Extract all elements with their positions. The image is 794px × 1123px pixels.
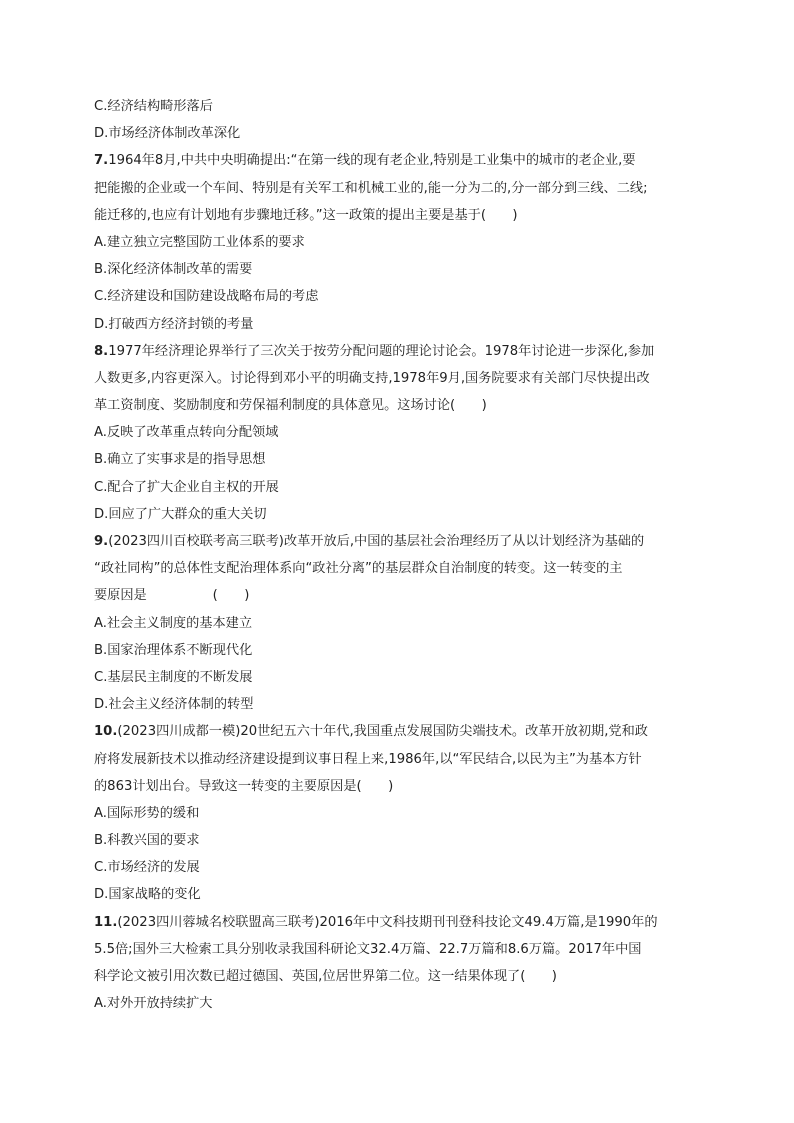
text-line bbox=[94, 800, 702, 827]
line-text: “政社同构”的总体性支配治理体系向“政社分离”的基层群众自治制度的转变。这一转变的主 bbox=[94, 561, 623, 577]
line-text: (2023四川蓉城名校联盟高三联考)2016年中文科技期刊刊登科技论文49.4万篇,是1990年的 bbox=[117, 914, 658, 930]
line-text: C.经济结构畸形落后 bbox=[94, 99, 213, 114]
text-line bbox=[94, 175, 702, 202]
text-line bbox=[94, 419, 702, 446]
line-text: 革工资制度、奖励制度和劳保福利制度的具体意见。这场讨论( ) bbox=[94, 398, 487, 414]
question-stem-line bbox=[94, 909, 702, 936]
question-stem-line bbox=[94, 338, 702, 365]
question-number: 9. bbox=[94, 534, 109, 549]
line-text: A.国际形势的缓和 bbox=[94, 805, 200, 821]
text-line bbox=[94, 311, 702, 338]
line-text: A.社会主义制度的基本建立 bbox=[94, 615, 253, 631]
text-line bbox=[94, 990, 702, 1017]
line-text: 科学论文被引用次数已超过德国、英国,位居世界第二位。这一结果体现了( ) bbox=[94, 969, 557, 984]
question-stem-line bbox=[94, 528, 702, 555]
line-text: A.对外开放持续扩大 bbox=[94, 996, 213, 1012]
text-line bbox=[94, 555, 702, 582]
line-text: 1964年8月,中共中央明确提出:“在第一线的现有老企业,特别是工业集中的城市的老企业,要 bbox=[108, 153, 636, 169]
line-text: 人数更多,内容更深入。讨论得到邓小平的明确支持,1978年9月,国务院要求有关部门尽快提出改 bbox=[94, 370, 650, 386]
text-line bbox=[94, 474, 702, 501]
text-line bbox=[94, 746, 702, 773]
line-text: D.市场经济体制改革深化 bbox=[94, 126, 241, 142]
question-number: 11. bbox=[94, 914, 118, 930]
line-text: D.打破西方经济封锁的考量 bbox=[94, 316, 254, 332]
line-text: C.市场经济的发展 bbox=[94, 860, 200, 876]
text-line bbox=[94, 392, 702, 419]
line-text: D.国家战略的变化 bbox=[94, 887, 201, 903]
line-text: 把能搬的企业或一个车间、特别是有关军工和机械工业的,能一分为二的,分一部分到三线、二线; bbox=[94, 180, 648, 196]
question-number: 7. bbox=[94, 153, 109, 169]
text-line bbox=[94, 773, 702, 800]
line-text: 5.5倍;国外三大检索工具分别收录我国科研论文32.4万篇、22.7万篇和8.6万篇。2017年中国 bbox=[94, 941, 642, 957]
line-text: D.回应了广大群众的重大关切 bbox=[94, 506, 267, 522]
line-text: (2023四川百校联考高三联考)改革开放后,中国的基层社会治理经历了从以计划经济为基础的 bbox=[108, 534, 645, 549]
line-text: 的863计划出台。导致这一转变的主要原因是( ) bbox=[94, 778, 394, 794]
question-stem-line bbox=[94, 147, 702, 174]
text-line bbox=[94, 936, 702, 963]
text-line bbox=[94, 120, 702, 147]
text-line bbox=[94, 691, 702, 718]
text-line bbox=[94, 365, 702, 392]
text-line bbox=[94, 637, 702, 664]
line-text: 府将发展新技术以推动经济建设提到议事日程上来,1986年,以“军民结合,以民为主”为基本方针 bbox=[94, 751, 642, 767]
text-line bbox=[94, 283, 702, 310]
line-text: 能迁移的,也应有计划地有步骤地迁移。”这一政策的提出主要是基于( ) bbox=[94, 207, 518, 223]
text-line bbox=[94, 501, 702, 528]
line-text: D.社会主义经济体制的转型 bbox=[94, 697, 254, 713]
text-line bbox=[94, 881, 702, 908]
text-line bbox=[94, 229, 702, 256]
question-number: 10. bbox=[94, 724, 118, 740]
line-text: C.基层民主制度的不断发展 bbox=[94, 669, 253, 685]
line-text: (2023四川成都一模)20世纪五六十年代,我国重点发展国防尖端技术。改革开放初期,党和政 bbox=[117, 724, 648, 740]
line-text: B.深化经济体制改革的需要 bbox=[94, 262, 253, 278]
text-line bbox=[94, 854, 702, 881]
text-line bbox=[94, 256, 702, 283]
question-stem-line bbox=[94, 718, 702, 745]
line-text: C.经济建设和国防建设战略布局的考虑 bbox=[94, 289, 319, 305]
text-line bbox=[94, 963, 702, 990]
line-text: B.国家治理体系不断现代化 bbox=[94, 642, 253, 658]
question-number: 8. bbox=[94, 343, 109, 359]
line-text: A.建立独立完整国防工业体系的要求 bbox=[94, 234, 305, 250]
line-text: B.科教兴国的要求 bbox=[94, 833, 200, 849]
text-line bbox=[94, 610, 702, 637]
line-text: 要原因是 ( ) bbox=[94, 588, 250, 604]
text-line bbox=[94, 827, 702, 854]
text-line bbox=[94, 93, 702, 120]
text-line bbox=[94, 582, 702, 609]
line-text: B.确立了实事求是的指导思想 bbox=[94, 452, 266, 468]
text-line bbox=[94, 446, 702, 473]
text-line bbox=[94, 202, 702, 229]
line-text: C.配合了扩大企业自主权的开展 bbox=[94, 479, 279, 495]
line-text: A.反映了改革重点转向分配领域 bbox=[94, 425, 279, 441]
line-text: 1977年经济理论界举行了三次关于按劳分配问题的理论讨论会。1978年讨论进一步深化,参加 bbox=[108, 343, 655, 359]
text-line bbox=[94, 664, 702, 691]
